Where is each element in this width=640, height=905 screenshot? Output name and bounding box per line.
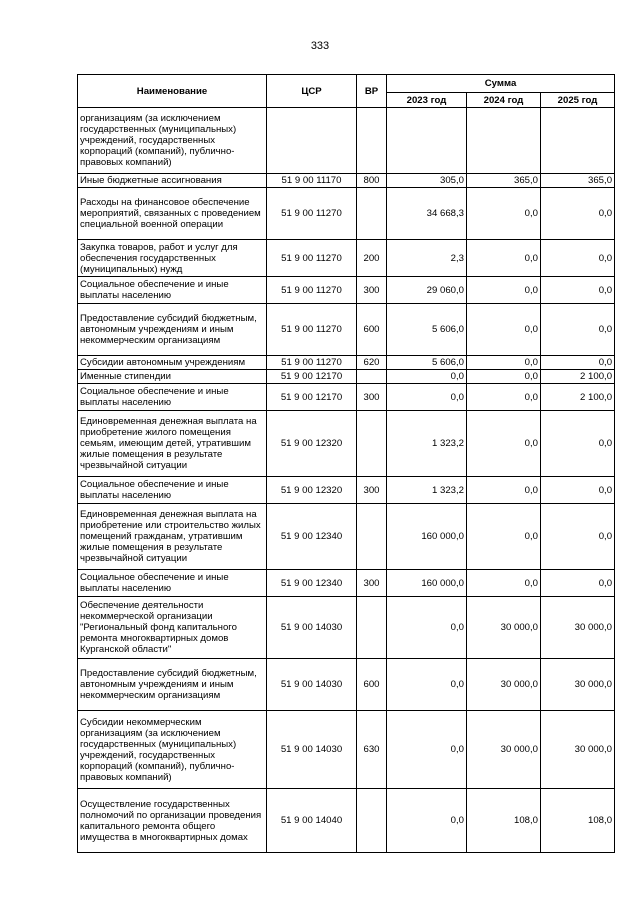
table-row xyxy=(78,477,615,504)
header-sum: Сумма xyxy=(387,75,615,93)
row-csr: 51 9 00 14040 xyxy=(267,789,357,853)
row-2023: 0,0 xyxy=(387,711,467,789)
table-row xyxy=(78,659,615,711)
row-2024: 0,0 xyxy=(467,356,541,370)
row-csr: 51 9 00 11270 xyxy=(267,356,357,370)
row-csr xyxy=(267,108,357,174)
row-2023: 34 668,3 xyxy=(387,188,467,240)
header-2023: 2023 год xyxy=(387,93,467,108)
row-2024 xyxy=(467,108,541,174)
row-2025: 0,0 xyxy=(541,504,615,570)
row-2025: 30 000,0 xyxy=(541,659,615,711)
table-row xyxy=(78,370,615,384)
row-vr xyxy=(357,789,387,853)
row-2024: 0,0 xyxy=(467,570,541,597)
row-csr: 51 9 00 12340 xyxy=(267,570,357,597)
row-2025: 30 000,0 xyxy=(541,597,615,659)
row-name: Субсидии автономным учреждениям xyxy=(78,356,267,370)
row-2025: 2 100,0 xyxy=(541,384,615,411)
row-2025: 0,0 xyxy=(541,477,615,504)
row-vr xyxy=(357,108,387,174)
row-vr: 800 xyxy=(357,174,387,188)
header-csr: ЦСР xyxy=(267,75,357,108)
row-vr xyxy=(357,188,387,240)
row-name: Социальное обеспечение и иные выплаты населению xyxy=(78,477,267,504)
row-2024: 0,0 xyxy=(467,384,541,411)
row-2023: 5 606,0 xyxy=(387,356,467,370)
row-2023 xyxy=(387,108,467,174)
row-2024: 0,0 xyxy=(467,411,541,477)
row-csr: 51 9 00 11270 xyxy=(267,188,357,240)
row-name: Единовременная денежная выплата на приобретение жилого помещения семьям, имеющим детей, утратившим жилые помещения в результате чрезвычайной ситуации xyxy=(78,411,267,477)
row-2024: 0,0 xyxy=(467,277,541,304)
row-name: Предоставление субсидий бюджетным, автономным учреждениям и иным некоммерческим организациям xyxy=(78,304,267,356)
row-2025: 0,0 xyxy=(541,356,615,370)
row-2025: 365,0 xyxy=(541,174,615,188)
row-vr xyxy=(357,504,387,570)
row-vr xyxy=(357,411,387,477)
row-name: Закупка товаров, работ и услуг для обеспечения государственных (муниципальных) нужд xyxy=(78,240,267,277)
table-row xyxy=(78,504,615,570)
table-row xyxy=(78,384,615,411)
header-2025: 2025 год xyxy=(541,93,615,108)
row-vr: 300 xyxy=(357,384,387,411)
row-2024: 30 000,0 xyxy=(467,597,541,659)
row-2024: 30 000,0 xyxy=(467,711,541,789)
row-name: Субсидии некоммерческим организациям (за исключением государственных (муниципальных) учреждений, государственных корпораций (компаний), публично-правовых компаний) xyxy=(78,711,267,789)
row-2023: 160 000,0 xyxy=(387,570,467,597)
row-2023: 5 606,0 xyxy=(387,304,467,356)
table-row xyxy=(78,789,615,853)
row-2024: 30 000,0 xyxy=(467,659,541,711)
row-name: Социальное обеспечение и иные выплаты населению xyxy=(78,277,267,304)
budget-table xyxy=(77,74,615,853)
row-2025: 0,0 xyxy=(541,304,615,356)
row-csr: 51 9 00 11270 xyxy=(267,304,357,356)
row-csr: 51 9 00 14030 xyxy=(267,597,357,659)
table-row xyxy=(78,570,615,597)
row-2025: 108,0 xyxy=(541,789,615,853)
header-2024: 2024 год xyxy=(467,93,541,108)
table-row xyxy=(78,108,615,174)
row-vr: 300 xyxy=(357,570,387,597)
row-2024: 0,0 xyxy=(467,304,541,356)
row-name: Социальное обеспечение и иные выплаты населению xyxy=(78,570,267,597)
row-2023: 0,0 xyxy=(387,597,467,659)
header-name: Наименование xyxy=(78,75,267,108)
table-row xyxy=(78,240,615,277)
header-vr: ВР xyxy=(357,75,387,108)
row-2024: 108,0 xyxy=(467,789,541,853)
table-row xyxy=(78,188,615,240)
row-name: Предоставление субсидий бюджетным, автономным учреждениям и иным некоммерческим организациям xyxy=(78,659,267,711)
row-name: Расходы на финансовое обеспечение мероприятий, связанных с проведением специальной военной операции xyxy=(78,188,267,240)
row-2023: 1 323,2 xyxy=(387,477,467,504)
row-2025: 0,0 xyxy=(541,570,615,597)
table-row xyxy=(78,356,615,370)
row-csr: 51 9 00 12170 xyxy=(267,370,357,384)
row-2024: 0,0 xyxy=(467,240,541,277)
row-vr xyxy=(357,370,387,384)
row-csr: 51 9 00 12170 xyxy=(267,384,357,411)
row-name: организациям (за исключением государственных (муниципальных) учреждений, государственных корпораций (компаний), публично-правовых компаний) xyxy=(78,108,267,174)
row-name: Именные стипендии xyxy=(78,370,267,384)
row-vr: 630 xyxy=(357,711,387,789)
table-row xyxy=(78,304,615,356)
row-2024: 0,0 xyxy=(467,188,541,240)
row-vr: 600 xyxy=(357,304,387,356)
row-2025: 0,0 xyxy=(541,240,615,277)
row-2024: 0,0 xyxy=(467,370,541,384)
row-vr: 200 xyxy=(357,240,387,277)
row-2023: 0,0 xyxy=(387,370,467,384)
row-2023: 2,3 xyxy=(387,240,467,277)
row-csr: 51 9 00 14030 xyxy=(267,711,357,789)
row-2023: 1 323,2 xyxy=(387,411,467,477)
row-2025: 0,0 xyxy=(541,277,615,304)
row-2023: 29 060,0 xyxy=(387,277,467,304)
row-2023: 305,0 xyxy=(387,174,467,188)
table-row xyxy=(78,411,615,477)
row-vr: 300 xyxy=(357,477,387,504)
row-2024: 0,0 xyxy=(467,504,541,570)
row-2023: 0,0 xyxy=(387,789,467,853)
row-csr: 51 9 00 12320 xyxy=(267,411,357,477)
row-2023: 0,0 xyxy=(387,384,467,411)
table-row xyxy=(78,174,615,188)
row-vr: 620 xyxy=(357,356,387,370)
row-csr: 51 9 00 11170 xyxy=(267,174,357,188)
row-name: Осуществление государственных полномочий по организации проведения капитального ремонта общего имущества в многоквартирных домах xyxy=(78,789,267,853)
row-csr: 51 9 00 12340 xyxy=(267,504,357,570)
row-2024: 0,0 xyxy=(467,477,541,504)
row-2025: 0,0 xyxy=(541,188,615,240)
row-2023: 0,0 xyxy=(387,659,467,711)
row-2023: 160 000,0 xyxy=(387,504,467,570)
row-name: Единовременная денежная выплата на приобретение или строительство жилых помещений гражданам, утратившим жилые помещения в результате чрезвычайной ситуации xyxy=(78,504,267,570)
row-vr xyxy=(357,597,387,659)
row-csr: 51 9 00 11270 xyxy=(267,277,357,304)
row-2025 xyxy=(541,108,615,174)
row-name: Обеспечение деятельности некоммерческой организации "Региональный фонд капитального ремонта многоквартирных домов Курганской области" xyxy=(78,597,267,659)
row-vr: 600 xyxy=(357,659,387,711)
table-row xyxy=(78,277,615,304)
page-number: 333 xyxy=(310,40,330,52)
table-row xyxy=(78,597,615,659)
row-2024: 365,0 xyxy=(467,174,541,188)
row-csr: 51 9 00 11270 xyxy=(267,240,357,277)
row-csr: 51 9 00 12320 xyxy=(267,477,357,504)
row-2025: 0,0 xyxy=(541,411,615,477)
row-name: Социальное обеспечение и иные выплаты населению xyxy=(78,384,267,411)
table-row xyxy=(78,711,615,789)
row-vr: 300 xyxy=(357,277,387,304)
row-2025: 30 000,0 xyxy=(541,711,615,789)
row-csr: 51 9 00 14030 xyxy=(267,659,357,711)
row-name: Иные бюджетные ассигнования xyxy=(78,174,267,188)
row-2025: 2 100,0 xyxy=(541,370,615,384)
